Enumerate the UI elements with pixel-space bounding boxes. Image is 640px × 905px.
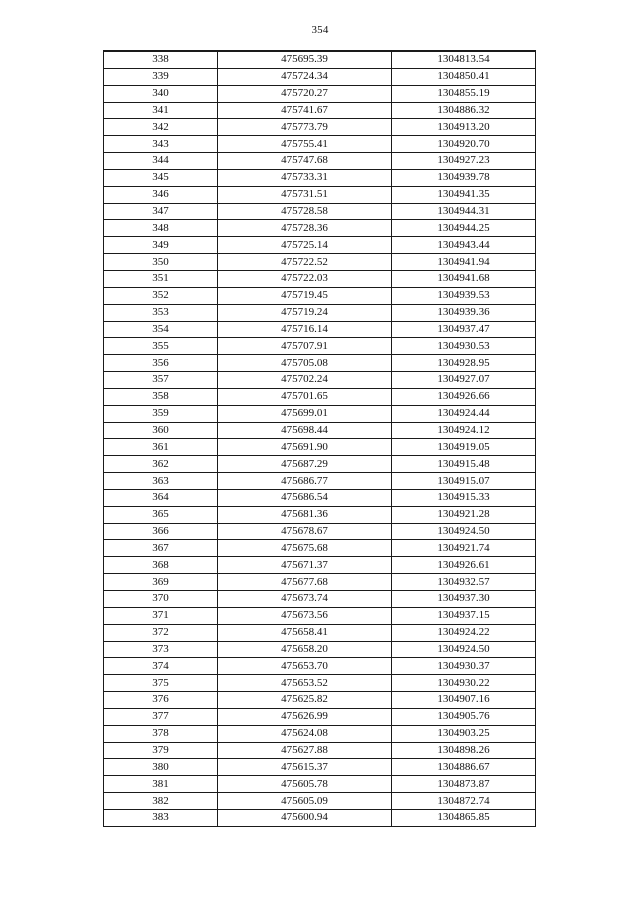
point-number-cell: 371: [104, 607, 218, 624]
y-coordinate-cell: 1304898.26: [392, 742, 536, 759]
coordinates-table-body: [104, 51, 536, 826]
point-number-cell: 357: [104, 372, 218, 389]
point-number-cell: 382: [104, 793, 218, 810]
x-coordinate-cell: 475653.70: [218, 658, 392, 675]
table-row: [104, 372, 536, 389]
point-number-cell: 383: [104, 809, 218, 826]
y-coordinate-cell: 1304924.50: [392, 523, 536, 540]
y-coordinate-cell: 1304937.47: [392, 321, 536, 338]
point-number-cell: 360: [104, 422, 218, 439]
y-coordinate-cell: 1304930.22: [392, 675, 536, 692]
point-number-cell: 363: [104, 473, 218, 490]
table-row: [104, 338, 536, 355]
x-coordinate-cell: 475681.36: [218, 506, 392, 523]
y-coordinate-cell: 1304941.35: [392, 186, 536, 203]
table-row: [104, 237, 536, 254]
point-number-cell: 338: [104, 51, 218, 68]
table-row: [104, 439, 536, 456]
x-coordinate-cell: 475627.88: [218, 742, 392, 759]
point-number-cell: 378: [104, 725, 218, 742]
y-coordinate-cell: 1304941.94: [392, 254, 536, 271]
x-coordinate-cell: 475722.52: [218, 254, 392, 271]
table-row: [104, 422, 536, 439]
y-coordinate-cell: 1304913.20: [392, 119, 536, 136]
x-coordinate-cell: 475728.58: [218, 203, 392, 220]
x-coordinate-cell: 475675.68: [218, 540, 392, 557]
table-row: [104, 355, 536, 372]
y-coordinate-cell: 1304813.54: [392, 51, 536, 68]
table-row: [104, 473, 536, 490]
table-row: [104, 51, 536, 68]
x-coordinate-cell: 475686.77: [218, 473, 392, 490]
table-row: [104, 102, 536, 119]
x-coordinate-cell: 475731.51: [218, 186, 392, 203]
x-coordinate-cell: 475605.09: [218, 793, 392, 810]
point-number-cell: 346: [104, 186, 218, 203]
point-number-cell: 375: [104, 675, 218, 692]
table-row: [104, 270, 536, 287]
x-coordinate-cell: 475615.37: [218, 759, 392, 776]
table-row: [104, 591, 536, 608]
table-row: [104, 776, 536, 793]
y-coordinate-cell: 1304928.95: [392, 355, 536, 372]
x-coordinate-cell: 475653.52: [218, 675, 392, 692]
point-number-cell: 372: [104, 624, 218, 641]
x-coordinate-cell: 475698.44: [218, 422, 392, 439]
y-coordinate-cell: 1304939.53: [392, 287, 536, 304]
y-coordinate-cell: 1304855.19: [392, 85, 536, 102]
point-number-cell: 358: [104, 388, 218, 405]
table-row: [104, 203, 536, 220]
table-row: [104, 641, 536, 658]
point-number-cell: 350: [104, 254, 218, 271]
point-number-cell: 352: [104, 287, 218, 304]
point-number-cell: 370: [104, 591, 218, 608]
point-number-cell: 339: [104, 68, 218, 85]
point-number-cell: 373: [104, 641, 218, 658]
table-row: [104, 557, 536, 574]
y-coordinate-cell: 1304920.70: [392, 136, 536, 153]
table-row: [104, 85, 536, 102]
y-coordinate-cell: 1304905.76: [392, 708, 536, 725]
x-coordinate-cell: 475671.37: [218, 557, 392, 574]
table-row: [104, 220, 536, 237]
x-coordinate-cell: 475701.65: [218, 388, 392, 405]
table-row: [104, 809, 536, 826]
y-coordinate-cell: 1304930.53: [392, 338, 536, 355]
y-coordinate-cell: 1304873.87: [392, 776, 536, 793]
x-coordinate-cell: 475626.99: [218, 708, 392, 725]
page-number: 354: [311, 24, 329, 36]
table-row: [104, 119, 536, 136]
point-number-cell: 354: [104, 321, 218, 338]
x-coordinate-cell: 475687.29: [218, 456, 392, 473]
y-coordinate-cell: 1304944.25: [392, 220, 536, 237]
y-coordinate-cell: 1304915.48: [392, 456, 536, 473]
x-coordinate-cell: 475719.45: [218, 287, 392, 304]
point-number-cell: 380: [104, 759, 218, 776]
point-number-cell: 367: [104, 540, 218, 557]
table-row: [104, 675, 536, 692]
y-coordinate-cell: 1304930.37: [392, 658, 536, 675]
x-coordinate-cell: 475702.24: [218, 372, 392, 389]
y-coordinate-cell: 1304907.16: [392, 692, 536, 709]
y-coordinate-cell: 1304850.41: [392, 68, 536, 85]
table-row: [104, 489, 536, 506]
point-number-cell: 353: [104, 304, 218, 321]
x-coordinate-cell: 475658.20: [218, 641, 392, 658]
x-coordinate-cell: 475733.31: [218, 169, 392, 186]
point-number-cell: 356: [104, 355, 218, 372]
x-coordinate-cell: 475720.27: [218, 85, 392, 102]
y-coordinate-cell: 1304944.31: [392, 203, 536, 220]
table-row: [104, 287, 536, 304]
point-number-cell: 359: [104, 405, 218, 422]
x-coordinate-cell: 475724.34: [218, 68, 392, 85]
table-row: [104, 725, 536, 742]
y-coordinate-cell: 1304921.74: [392, 540, 536, 557]
x-coordinate-cell: 475722.03: [218, 270, 392, 287]
y-coordinate-cell: 1304926.61: [392, 557, 536, 574]
table-row: [104, 574, 536, 591]
x-coordinate-cell: 475747.68: [218, 153, 392, 170]
y-coordinate-cell: 1304924.50: [392, 641, 536, 658]
table-row: [104, 136, 536, 153]
table-row: [104, 304, 536, 321]
table-row: [104, 254, 536, 271]
point-number-cell: 369: [104, 574, 218, 591]
table-row: [104, 153, 536, 170]
y-coordinate-cell: 1304926.66: [392, 388, 536, 405]
x-coordinate-cell: 475605.78: [218, 776, 392, 793]
point-number-cell: 345: [104, 169, 218, 186]
y-coordinate-cell: 1304903.25: [392, 725, 536, 742]
x-coordinate-cell: 475678.67: [218, 523, 392, 540]
point-number-cell: 361: [104, 439, 218, 456]
x-coordinate-cell: 475773.79: [218, 119, 392, 136]
x-coordinate-cell: 475691.90: [218, 439, 392, 456]
table-row: [104, 321, 536, 338]
x-coordinate-cell: 475707.91: [218, 338, 392, 355]
y-coordinate-cell: 1304924.22: [392, 624, 536, 641]
table-row: [104, 388, 536, 405]
y-coordinate-cell: 1304919.05: [392, 439, 536, 456]
x-coordinate-cell: 475658.41: [218, 624, 392, 641]
y-coordinate-cell: 1304872.74: [392, 793, 536, 810]
x-coordinate-cell: 475695.39: [218, 51, 392, 68]
y-coordinate-cell: 1304939.78: [392, 169, 536, 186]
table-row: [104, 708, 536, 725]
y-coordinate-cell: 1304939.36: [392, 304, 536, 321]
y-coordinate-cell: 1304937.30: [392, 591, 536, 608]
point-number-cell: 366: [104, 523, 218, 540]
y-coordinate-cell: 1304865.85: [392, 809, 536, 826]
y-coordinate-cell: 1304941.68: [392, 270, 536, 287]
y-coordinate-cell: 1304927.07: [392, 372, 536, 389]
x-coordinate-cell: 475755.41: [218, 136, 392, 153]
point-number-cell: 377: [104, 708, 218, 725]
point-number-cell: 348: [104, 220, 218, 237]
table-row: [104, 658, 536, 675]
x-coordinate-cell: 475673.56: [218, 607, 392, 624]
coordinates-table: [103, 50, 536, 827]
table-row: [104, 523, 536, 540]
point-number-cell: 341: [104, 102, 218, 119]
table-row: [104, 607, 536, 624]
table-row: [104, 405, 536, 422]
table-row: [104, 68, 536, 85]
point-number-cell: 343: [104, 136, 218, 153]
point-number-cell: 362: [104, 456, 218, 473]
table-row: [104, 456, 536, 473]
x-coordinate-cell: 475686.54: [218, 489, 392, 506]
point-number-cell: 349: [104, 237, 218, 254]
point-number-cell: 374: [104, 658, 218, 675]
x-coordinate-cell: 475741.67: [218, 102, 392, 119]
x-coordinate-cell: 475699.01: [218, 405, 392, 422]
x-coordinate-cell: 475728.36: [218, 220, 392, 237]
point-number-cell: 351: [104, 270, 218, 287]
point-number-cell: 347: [104, 203, 218, 220]
x-coordinate-cell: 475600.94: [218, 809, 392, 826]
point-number-cell: 376: [104, 692, 218, 709]
x-coordinate-cell: 475625.82: [218, 692, 392, 709]
table-row: [104, 506, 536, 523]
x-coordinate-cell: 475705.08: [218, 355, 392, 372]
point-number-cell: 379: [104, 742, 218, 759]
y-coordinate-cell: 1304937.15: [392, 607, 536, 624]
table-row: [104, 759, 536, 776]
point-number-cell: 342: [104, 119, 218, 136]
x-coordinate-cell: 475673.74: [218, 591, 392, 608]
table-row: [104, 624, 536, 641]
table-row: [104, 692, 536, 709]
point-number-cell: 368: [104, 557, 218, 574]
x-coordinate-cell: 475716.14: [218, 321, 392, 338]
table-row: [104, 169, 536, 186]
y-coordinate-cell: 1304915.33: [392, 489, 536, 506]
y-coordinate-cell: 1304886.67: [392, 759, 536, 776]
point-number-cell: 340: [104, 85, 218, 102]
x-coordinate-cell: 475624.08: [218, 725, 392, 742]
point-number-cell: 364: [104, 489, 218, 506]
table-row: [104, 186, 536, 203]
y-coordinate-cell: 1304932.57: [392, 574, 536, 591]
x-coordinate-cell: 475719.24: [218, 304, 392, 321]
y-coordinate-cell: 1304886.32: [392, 102, 536, 119]
y-coordinate-cell: 1304924.12: [392, 422, 536, 439]
x-coordinate-cell: 475725.14: [218, 237, 392, 254]
point-number-cell: 344: [104, 153, 218, 170]
table-row: [104, 793, 536, 810]
point-number-cell: 381: [104, 776, 218, 793]
y-coordinate-cell: 1304927.23: [392, 153, 536, 170]
y-coordinate-cell: 1304915.07: [392, 473, 536, 490]
x-coordinate-cell: 475677.68: [218, 574, 392, 591]
table-row: [104, 742, 536, 759]
y-coordinate-cell: 1304921.28: [392, 506, 536, 523]
point-number-cell: 365: [104, 506, 218, 523]
table-row: [104, 540, 536, 557]
y-coordinate-cell: 1304943.44: [392, 237, 536, 254]
y-coordinate-cell: 1304924.44: [392, 405, 536, 422]
point-number-cell: 355: [104, 338, 218, 355]
